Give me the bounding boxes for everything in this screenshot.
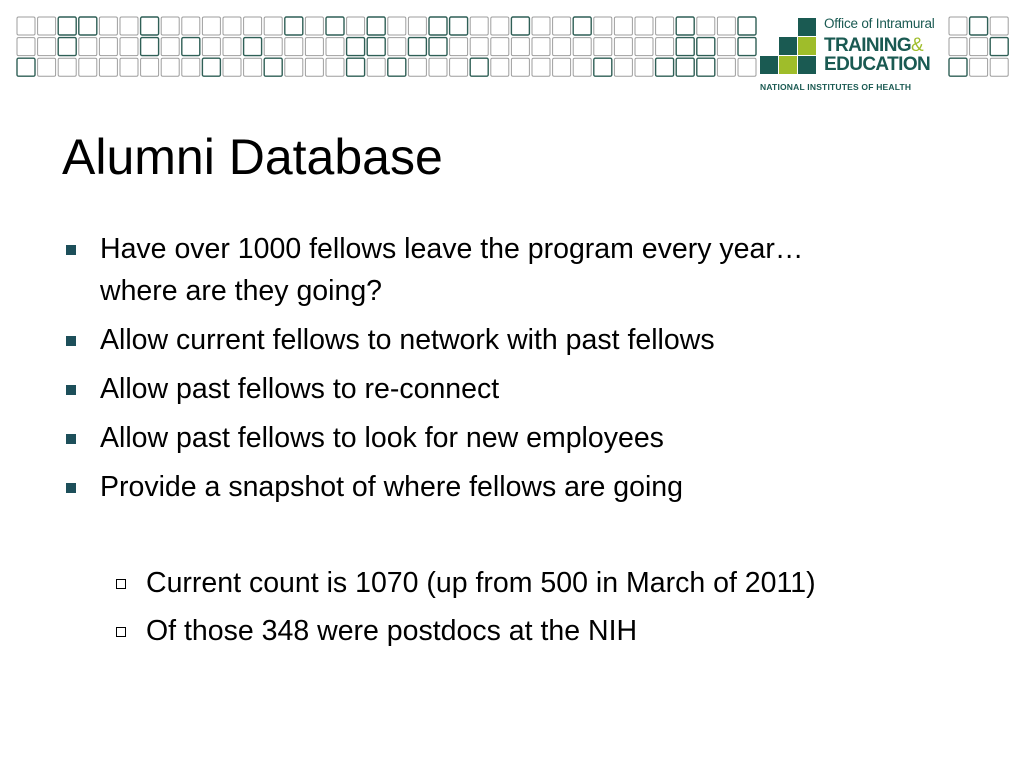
grid-square <box>553 38 571 56</box>
grid-square <box>388 17 406 35</box>
grid-square <box>470 17 488 35</box>
grid-square <box>264 38 282 56</box>
grid-square <box>470 38 488 56</box>
hollow-square-bullet-icon <box>116 579 126 589</box>
bullet-item <box>62 319 962 361</box>
slide-title: Alumni Database <box>62 129 443 185</box>
grid-square <box>285 38 303 56</box>
grid-square <box>244 38 262 56</box>
grid-square <box>511 17 529 35</box>
grid-square <box>656 58 674 76</box>
bullet-text: Allow past fellows to look for new employees <box>100 422 664 454</box>
grid-square <box>58 38 76 56</box>
grid-square <box>614 38 632 56</box>
logo-training-text: TRAINING& <box>824 35 924 56</box>
grid-square <box>202 17 220 35</box>
grid-square <box>970 38 988 56</box>
hollow-square-bullet-icon <box>116 627 126 637</box>
grid-square <box>990 17 1008 35</box>
grid-square <box>635 38 653 56</box>
grid-square <box>717 38 735 56</box>
grid-square <box>388 38 406 56</box>
logo-nih-text: NATIONAL INSTITUTES OF HEALTH <box>760 82 912 92</box>
grid-square <box>79 17 97 35</box>
grid-square <box>17 17 35 35</box>
grid-square <box>511 38 529 56</box>
grid-square <box>202 58 220 76</box>
grid-square <box>161 58 179 76</box>
grid-square <box>717 58 735 76</box>
grid-square <box>532 58 550 76</box>
grid-square <box>614 58 632 76</box>
grid-square <box>141 17 159 35</box>
grid-square <box>429 17 447 35</box>
grid-square <box>450 58 468 76</box>
grid-square <box>141 58 159 76</box>
grid-square <box>264 58 282 76</box>
bullet-item <box>62 228 962 312</box>
decorative-grid-pattern <box>16 16 759 78</box>
logo-office-text: Office of Intramural <box>824 16 935 31</box>
square-bullet-icon <box>66 434 76 444</box>
grid-square <box>79 58 97 76</box>
grid-square <box>285 17 303 35</box>
grid-square <box>120 17 138 35</box>
sub-bullet-list <box>116 562 996 658</box>
grid-square <box>532 38 550 56</box>
bullet-text: Allow current fellows to network with past fellows <box>100 324 715 356</box>
grid-square <box>285 58 303 76</box>
grid-square <box>99 17 117 35</box>
grid-square <box>17 38 35 56</box>
grid-square <box>120 58 138 76</box>
grid-square <box>264 17 282 35</box>
grid-square <box>676 38 694 56</box>
grid-square <box>161 17 179 35</box>
grid-square <box>326 38 344 56</box>
grid-square <box>223 17 241 35</box>
grid-square <box>223 38 241 56</box>
grid-square <box>99 38 117 56</box>
grid-square <box>553 17 571 35</box>
grid-square <box>738 58 756 76</box>
grid-square <box>656 38 674 56</box>
grid-square <box>949 17 967 35</box>
grid-square <box>635 58 653 76</box>
grid-square <box>697 38 715 56</box>
grid-square <box>223 58 241 76</box>
bullet-text: Have over 1000 fellows leave the program every year…where are they going? <box>100 233 804 307</box>
logo-squares-icon <box>760 18 820 78</box>
grid-square <box>305 17 323 35</box>
grid-square <box>656 17 674 35</box>
bullet-text: Provide a snapshot of where fellows are going <box>100 471 684 503</box>
grid-square <box>470 58 488 76</box>
grid-square <box>347 38 365 56</box>
grid-square <box>676 17 694 35</box>
grid-square <box>326 17 344 35</box>
grid-square <box>408 58 426 76</box>
grid-square <box>573 38 591 56</box>
grid-square <box>305 38 323 56</box>
bullet-text: Allow past fellows to re-connect <box>100 373 500 405</box>
grid-square <box>99 58 117 76</box>
bullet-item <box>62 466 962 508</box>
grid-square <box>594 17 612 35</box>
sub-bullet-text: Of those 348 were postdocs at the NIH <box>146 615 638 647</box>
grid-square <box>429 58 447 76</box>
grid-square <box>38 38 56 56</box>
grid-square <box>738 38 756 56</box>
square-bullet-icon <box>66 483 76 493</box>
grid-square <box>58 58 76 76</box>
grid-square <box>305 58 323 76</box>
square-bullet-icon <box>66 385 76 395</box>
grid-square <box>182 58 200 76</box>
grid-square <box>676 58 694 76</box>
grid-square <box>388 58 406 76</box>
grid-square <box>553 58 571 76</box>
grid-square <box>738 17 756 35</box>
grid-square <box>17 58 35 76</box>
grid-square <box>38 17 56 35</box>
square-bullet-icon <box>66 245 76 255</box>
grid-square <box>367 17 385 35</box>
oite-logo <box>760 14 950 94</box>
logo-education-text: EDUCATION <box>824 54 931 75</box>
grid-square <box>347 58 365 76</box>
grid-square <box>450 17 468 35</box>
grid-square <box>347 17 365 35</box>
grid-square <box>511 58 529 76</box>
grid-square <box>717 17 735 35</box>
grid-square <box>949 58 967 76</box>
grid-square <box>491 17 509 35</box>
grid-square <box>38 58 56 76</box>
grid-square <box>594 58 612 76</box>
grid-square <box>367 58 385 76</box>
grid-square <box>970 17 988 35</box>
bullet-list <box>62 228 962 515</box>
grid-square <box>990 38 1008 56</box>
sub-bullet-item <box>116 610 996 652</box>
grid-square <box>573 17 591 35</box>
sub-bullet-item <box>116 562 996 604</box>
grid-square <box>573 58 591 76</box>
grid-square <box>182 38 200 56</box>
grid-square <box>182 17 200 35</box>
bullet-item <box>62 368 962 410</box>
grid-square <box>949 38 967 56</box>
grid-square <box>491 58 509 76</box>
grid-square <box>408 38 426 56</box>
grid-square <box>244 17 262 35</box>
grid-square <box>491 38 509 56</box>
grid-square <box>614 17 632 35</box>
grid-square <box>58 17 76 35</box>
grid-square <box>635 17 653 35</box>
grid-square <box>244 58 262 76</box>
grid-square <box>141 38 159 56</box>
sub-bullet-text: Current count is 1070 (up from 500 in March of 2011) <box>146 567 816 599</box>
grid-square <box>161 38 179 56</box>
grid-square <box>970 58 988 76</box>
grid-square <box>408 17 426 35</box>
grid-square <box>532 17 550 35</box>
grid-square <box>450 38 468 56</box>
grid-square <box>202 38 220 56</box>
grid-square <box>120 38 138 56</box>
decorative-grid-pattern-right <box>948 16 1010 78</box>
square-bullet-icon <box>66 336 76 346</box>
bullet-item <box>62 417 962 459</box>
grid-square <box>367 38 385 56</box>
grid-square <box>990 58 1008 76</box>
grid-square <box>697 17 715 35</box>
grid-square <box>79 38 97 56</box>
logo-ampersand: & <box>911 35 924 56</box>
grid-square <box>326 58 344 76</box>
grid-square <box>594 38 612 56</box>
grid-square <box>697 58 715 76</box>
grid-square <box>429 38 447 56</box>
